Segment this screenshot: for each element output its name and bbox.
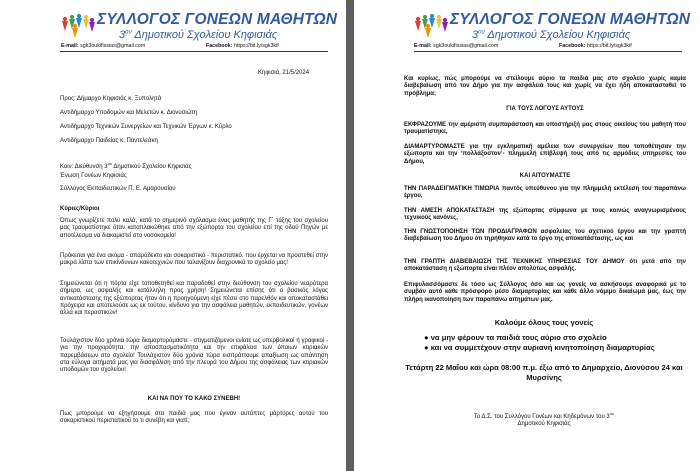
- cc-line: Κοιν: Διεύθυνση $3^{o\upsilon}$ Δημοτικού Σχολείου Κηφισιάς: [60, 161, 192, 170]
- section-heading: ΚΑΙ ΑΙΤΟΥΜΑΣΤΕ: [519, 173, 571, 179]
- paragraph: Όπως γνωρίζετε πολύ καλά, κατά το σημερινό σχόλασμα ένας μαθητής της Γ΄ τάξης του σχολείου μας τραυματίστηκε όταν καταπλακώθηκε από την εξώπορτα του σχολείου επί της οδού Πηγών με αποτέλεσμα να διακομιστεί στο νοσοκομείο!: [60, 218, 328, 239]
- recipient-line: Αντιδήμαρχο Τεχνικών Συνεργείων και Τεχνικών Έργων κ. Κύρλο: [60, 124, 232, 130]
- demand-item: ΤΗΝ ΠΑΡΑΔΕΙΓΜΑΤΙΚΗ ΤΙΜΩΡΙΑ παντός υπεύθυνου για την πλημμελή εκτέλεση του παραπάνω έργου,: [404, 186, 686, 200]
- facebook-line: Facebook: https://bit.ly/sgk3kif: [206, 43, 279, 49]
- paragraph: Και κυρίως, πώς μπορούμε να στείλουμε αύριο τα παιδιά μας στο σχολείο χωρίς καμία διαβεβαίωση από τον Δήμο για την ασφάλειά τους και χωρίς να έχει ήδη αποκατασταθεί το πρόβλημα;: [404, 76, 686, 97]
- header-divider: [414, 51, 682, 52]
- bullet-icon: ●: [424, 333, 431, 342]
- slogan: ΚΑΙ ΝΑ ΠΟΥ ΤΟ ΚΑΚΟ ΣΥΝΕΒΗ!: [147, 396, 241, 402]
- paragraph: ΕΚΦΡΑΖΟΥΜΕ την αμέριστη συμπαράσταση και υποστήριξή μας στους οικείους του μαθητή που τραυματίστηκε,: [404, 122, 686, 136]
- demand-item: ΤΗΝ ΓΝΩΣΤΟΠΟΙΗΣΗ ΤΩΝ ΠΡΟΔΙΑΓΡΑΦΩΝ ασφαλείας του σχετικού έργου και την γραπτή διαβεβαίωση του Δήμου ότι τηρήθηκαν κατά το έργο της αποκατάστασης, ως και: [404, 229, 686, 243]
- bullet-item: ● να μην φέρουν τα παιδιά τους αύριο στο σχολείο: [424, 333, 607, 342]
- section-heading: ΓΙΑ ΤΟΥΣ ΛΟΓΟΥΣ ΑΥΤΟΥΣ: [506, 106, 584, 112]
- demand-item: ΤΗΝ ΑΜΕΣΗ ΑΠΟΚΑΤΑΣΤΑΣΗ της εξώπορτας σύμφωνα με τους κοινώς αναγνωρισμένους τεχνικούς κανόνες,: [404, 208, 686, 222]
- paragraph: Πως μπορούμε να εξηγήσουμε στα παιδιά μας που έγιναν αυτόπτες μάρτυρες αυτού του σοκαριστικού περιστατικού το τι συνέβη και γιατί;: [60, 411, 328, 425]
- greeting: Κύριες/Κύριοι: [60, 206, 100, 212]
- paragraph: Τουλάχιστον δύο χρόνια τώρα διαμαρτυρόμαστε - στιγματιζόμενοι ενίοτε ως υπερβολικοί ή γραφικοί - για την προχειρότητα, την αποσπασματικότητα και την επιφάλεια των όποιων κτιριακών παρεμβάσεων στο σχολείο! Τουλάχιστον δύο χρόνια τώρα εισπράττουμε απαξίωση ως απάντηση στα εύλογα αιτήματά μας για διασφάλιση από την πλευρά του Δήμου της ασφάλειας των κτιριακών υποδομών του σχολείου!: [60, 338, 328, 374]
- recipient-line: Αντιδήμαρχο Παιδείας κ. Παντελεάκη: [60, 138, 158, 144]
- association-title: ΣΥΛΛΟΓΟΣ ΓΟΝΕΩΝ ΜΑΘΗΤΩΝ: [450, 11, 691, 28]
- protest-event: Τετάρτη 22 Μαΐου και ώρα 08:00 π.μ. έξω από το Δημαρχείο, Διονύσου 24 και Μυρσίνης: [405, 363, 683, 382]
- paragraph: Πρόκειται για ένα ακόμα - απαράδεκτο και σοκαριστικό - περιστατικό, που έρχεται να προστεθεί στην μακρά λίστα των επικίνδυνων κακοτεχνιών που ταλανίζουν διαχρονικά το σχολείο μας!: [60, 253, 328, 267]
- letter-page-1: [0, 0, 346, 471]
- association-subtitle: $3^{o\upsilon}$ Δημοτικού Σχολείου Κηφισιάς: [472, 29, 631, 41]
- call-to-parents: Καλούμε όλους τους γονείς: [494, 318, 594, 327]
- paragraph: Σημειώνεται ότι η πόρτα είχε τοποθετηθεί και παραδοθεί στην διεύθυνση του σχολείου νεαρότερα σήμερα, ως ασφαλής και κατάλληλη προς χρήση! Σημειώνεται επίσης ότι ο βασικός λόγος αντικατάστασης της εξώπορτας ήταν ότι η προηγούμενη είχε πέσει στο παρελθόν και αποκαταστάθει πρόχειρα και αποτελούσε ως εκ τούτου, κίνδυνο για την ασφάλεια μαθητών, εκπαιδευτικών, γονέων αλλά και περαστικών!: [60, 281, 328, 317]
- letter-date: Κηφισιά, 21/5/2024: [258, 70, 310, 76]
- paragraph: Επιφυλασσόμαστε δε τόσο ως Σύλλογος όσο και ως γονείς να ασκήσουμε αναφορικά με το συμβάν αυτό κάθε πρόσφορο μέσο διαμαρτυρίας και κάθε άλλο νόμιμο δικαίωμά μας, έως την πλήρη ικανοποίηση των παραπάνω αιτημάτων μας.: [404, 282, 686, 303]
- header-divider: [60, 51, 328, 52]
- recipient-line: Αντιδήμαρχο Υποδομών και Μελετών κ. Διονυσιώτη: [60, 110, 198, 116]
- email-line: E-mail: sgk3oukifissias@gmail.com: [61, 43, 146, 49]
- email-line: E-mail: sgk3oukifissias@gmail.com: [414, 43, 499, 49]
- bullet-item: ● και να συμμετέχουν στην αυριανή κινητοποίηση διαμαρτυρίας: [424, 343, 655, 352]
- signature-line: Το Δ.Σ. του Συλλόγου Γονέων και Κηδεμόνων του $3^{o\upsilon}$ Δημοτικού Κηφισιάς: [473, 411, 615, 428]
- association-logo-icon: [414, 12, 448, 42]
- association-title: ΣΥΛΛΟΓΟΣ ΓΟΝΕΩΝ ΜΑΘΗΤΩΝ: [97, 11, 338, 28]
- demand-item: ΤΗΝ ΓΡΑΠΤΗ ΔΙΑΒΕΒΑΙΩΣΗ ΤΗΣ ΤΕΧΝΙΚΗΣ ΥΠΗΡΕΣΙΑΣ ΤΟΥ ΔΗΜΟΥ ότι μετά από την αποκατάσταση η εξώπορτα είναι πλέον απολύτως ασφαλής.: [404, 259, 686, 273]
- cc-line: Σύλλογος Εκπαιδευτικών Π. Ε. Αμαρουσίου: [60, 186, 176, 192]
- facebook-line: Facebook: https://bit.ly/sgk3kif: [559, 43, 632, 49]
- association-logo-icon: [61, 12, 95, 42]
- paragraph: ΔΙΑΜΑΡΤΥΡΟΜΑΣΤΕ για την εγκληματική αμέλεια των συνεργείων που τοποθέτησαν την εξώπορτα και την ‘πολλάξοστον’- πλημμελή επίβλεψή τους από τις αρμόδιες υπηρεσίες του Δήμου,: [404, 144, 686, 165]
- association-subtitle: $3^{o\upsilon}$ Δημοτικού Σχολείου Κηφισιάς: [119, 29, 278, 41]
- bullet-icon: ●: [424, 343, 431, 352]
- letter-page-2: [354, 0, 700, 471]
- recipient-line: Προς: Δήμαρχο Κηφισιάς κ. Ξυπολητά: [60, 96, 162, 102]
- cc-line: Ένωση Γονέων Κηφισιάς: [60, 173, 127, 179]
